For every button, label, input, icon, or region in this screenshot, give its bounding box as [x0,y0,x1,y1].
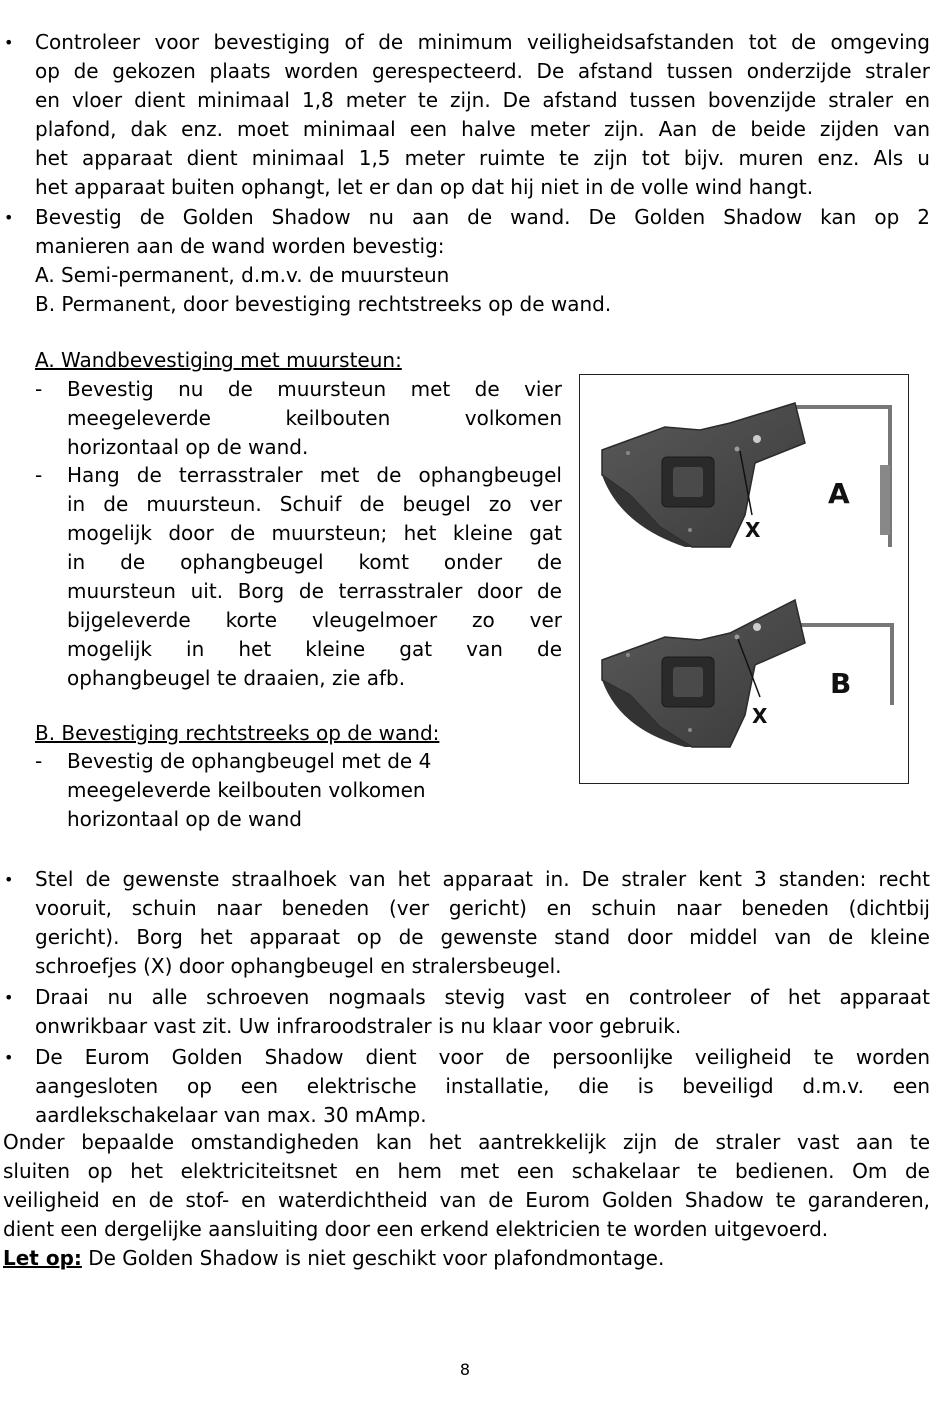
note-text: De Golden Shadow is niet geschikt voor plafondmontage. [81,1246,665,1270]
bullet-text [35,28,930,202]
note-label: Let op: [3,1246,82,1270]
bullet-marker: • [4,33,14,52]
text-line: Bevestig nu de muursteun met de vier [67,377,562,401]
text-line: Draai nu alle schroeven nogmaals stevig vast en controleer of het apparaat [35,985,930,1009]
text-line: Hang de terrasstraler met de ophangbeugel [67,463,562,487]
bullet-text [35,865,930,981]
screw-icon [688,728,692,732]
screw-icon [753,435,761,443]
text-line: onwrikbaar vast zit. Uw infraroodstraler is nu klaar voor gebruik. [35,1014,682,1038]
text-line: bijgeleverde korte vleugelmoer zo ver [67,608,562,632]
section-a-item-1 [35,375,562,462]
bullet-marker: • [4,870,14,889]
text-line: De Eurom Golden Shadow dient voor de persoonlijke veiligheid te worden [35,1045,930,1069]
text-line: aangesloten op een elektrische installatie, die is beveiligd d.m.v. een [35,1074,930,1098]
screw-icon [735,635,740,640]
bullet-mounting-methods [0,203,930,319]
heater-unit-a [602,403,890,547]
bracket-plate-a [880,465,890,535]
text-line: gericht). Borg het apparaat op de gewenste stand door middel van de kleine [35,925,930,949]
text-line: het apparaat buiten ophangt, let er dan op dat hij niet in de volle wind hangt. [35,175,814,199]
heater-unit-b [602,600,892,747]
text-line: vooruit, schuin naar beneden (ver gericht) en schuin naar beneden (dichtbij [35,896,930,920]
text-line: meegeleverde keilbouten volkomen [67,406,562,430]
text-line: meegeleverde keilbouten volkomen [67,778,426,802]
switch-a [673,467,703,497]
text-line: B. Permanent, door bevestiging rechtstreeks op de wand. [35,292,612,316]
text-line: veiligheid en de stof- en waterdichtheid van de Eurom Golden Shadow te garanderen, [3,1188,930,1212]
switch-b [673,667,703,697]
bullet-electrical-safety [0,1043,930,1130]
section-b-item-1 [35,747,562,834]
screw-icon [626,653,630,657]
text-line: Onder bepaalde omstandigheden kan het aantrekkelijk zijn de straler vast aan te [3,1130,930,1154]
text-line: horizontaal op de wand [67,807,302,831]
bullet-text [35,1043,930,1130]
text-line: Bevestig de ophangbeugel met de 4 [67,749,432,773]
dash-marker: - [35,463,43,487]
text-line: mogelijk door de muursteun; het kleine gat [67,521,562,545]
screw-icon [688,528,692,532]
text-line: schroefjes (X) door ophangbeugel en stralersbeugel. [35,954,562,978]
text-line: plafond, dak enz. moet minimaal een halve meter zijn. Aan de beide zijden van [35,117,930,141]
label-x-b: X [752,704,768,728]
bullet-safety-distances [0,28,930,202]
text-line: op de gekozen plaats worden gerespecteerd. De afstand tussen onderzijde straler [35,59,930,83]
screw-icon [735,447,740,452]
text-line: mogelijk in het kleine gat van de [67,637,562,661]
bullet-marker: • [4,988,14,1007]
label-b: B [830,667,852,700]
text-line: ophangbeugel te draaien, zie afb. [67,666,406,690]
bullet-text [35,983,930,1041]
bullet-text [35,203,930,319]
section-b-heading: B. Bevestiging rechtstreeks op de wand: [35,721,440,745]
text-line: het apparaat dient minimaal 1,5 meter ruimte te zijn tot bijv. muren enz. Als u [35,146,930,170]
text-line: A. Semi-permanent, d.m.v. de muursteun [35,263,450,287]
bullet-marker: • [4,1048,14,1067]
screw-icon [753,623,761,631]
bullet-tighten-screws [0,983,930,1041]
section-a-heading: A. Wandbevestiging met muursteun: [35,348,402,372]
text-line: sluiten op het elektriciteitsnet en hem met een schakelaar te bedienen. Om de [3,1159,930,1183]
dash-marker: - [35,377,43,401]
fixed-connection-paragraph [3,1128,930,1244]
text-line: in de ophangbeugel komt onder de [67,550,562,574]
text-line: muursteun uit. Borg de terrasstraler door de [67,579,562,603]
mounting-illustration [580,375,907,782]
text-line: Stel de gewenste straalhoek van het apparaat in. De straler kent 3 standen: recht [35,867,930,891]
dash-marker: - [35,749,43,773]
text-line: horizontaal op de wand. [67,435,309,459]
section-a-item-2 [35,461,562,693]
page-number: 8 [459,1360,471,1379]
screw-icon [626,451,630,455]
text-line: dient een dergelijke aansluiting door een erkend elektricien te worden uitgevoerd. [3,1217,829,1241]
text-line: Bevestig de Golden Shadow nu aan de wand. De Golden Shadow kan op 2 [35,205,930,229]
label-x-a: X [745,518,761,542]
text-line: manieren aan de wand worden bevestig: [35,234,445,258]
bullet-marker: • [4,208,14,227]
mounting-figure [579,374,909,784]
text-line: in de muursteun. Schuif de beugel zo ver [67,492,562,516]
label-a: A [828,477,850,510]
ceiling-warning-note [3,1244,664,1273]
text-line: aardlekschakelaar van max. 30 mAmp. [35,1103,427,1127]
text-line: en vloer dient minimaal 1,8 meter te zijn. De afstand tussen bovenzijde straler en [35,88,930,112]
bullet-beam-angle [0,865,930,981]
text-line: Controleer voor bevestiging of de minimum veiligheidsafstanden tot de omgeving [35,30,930,54]
